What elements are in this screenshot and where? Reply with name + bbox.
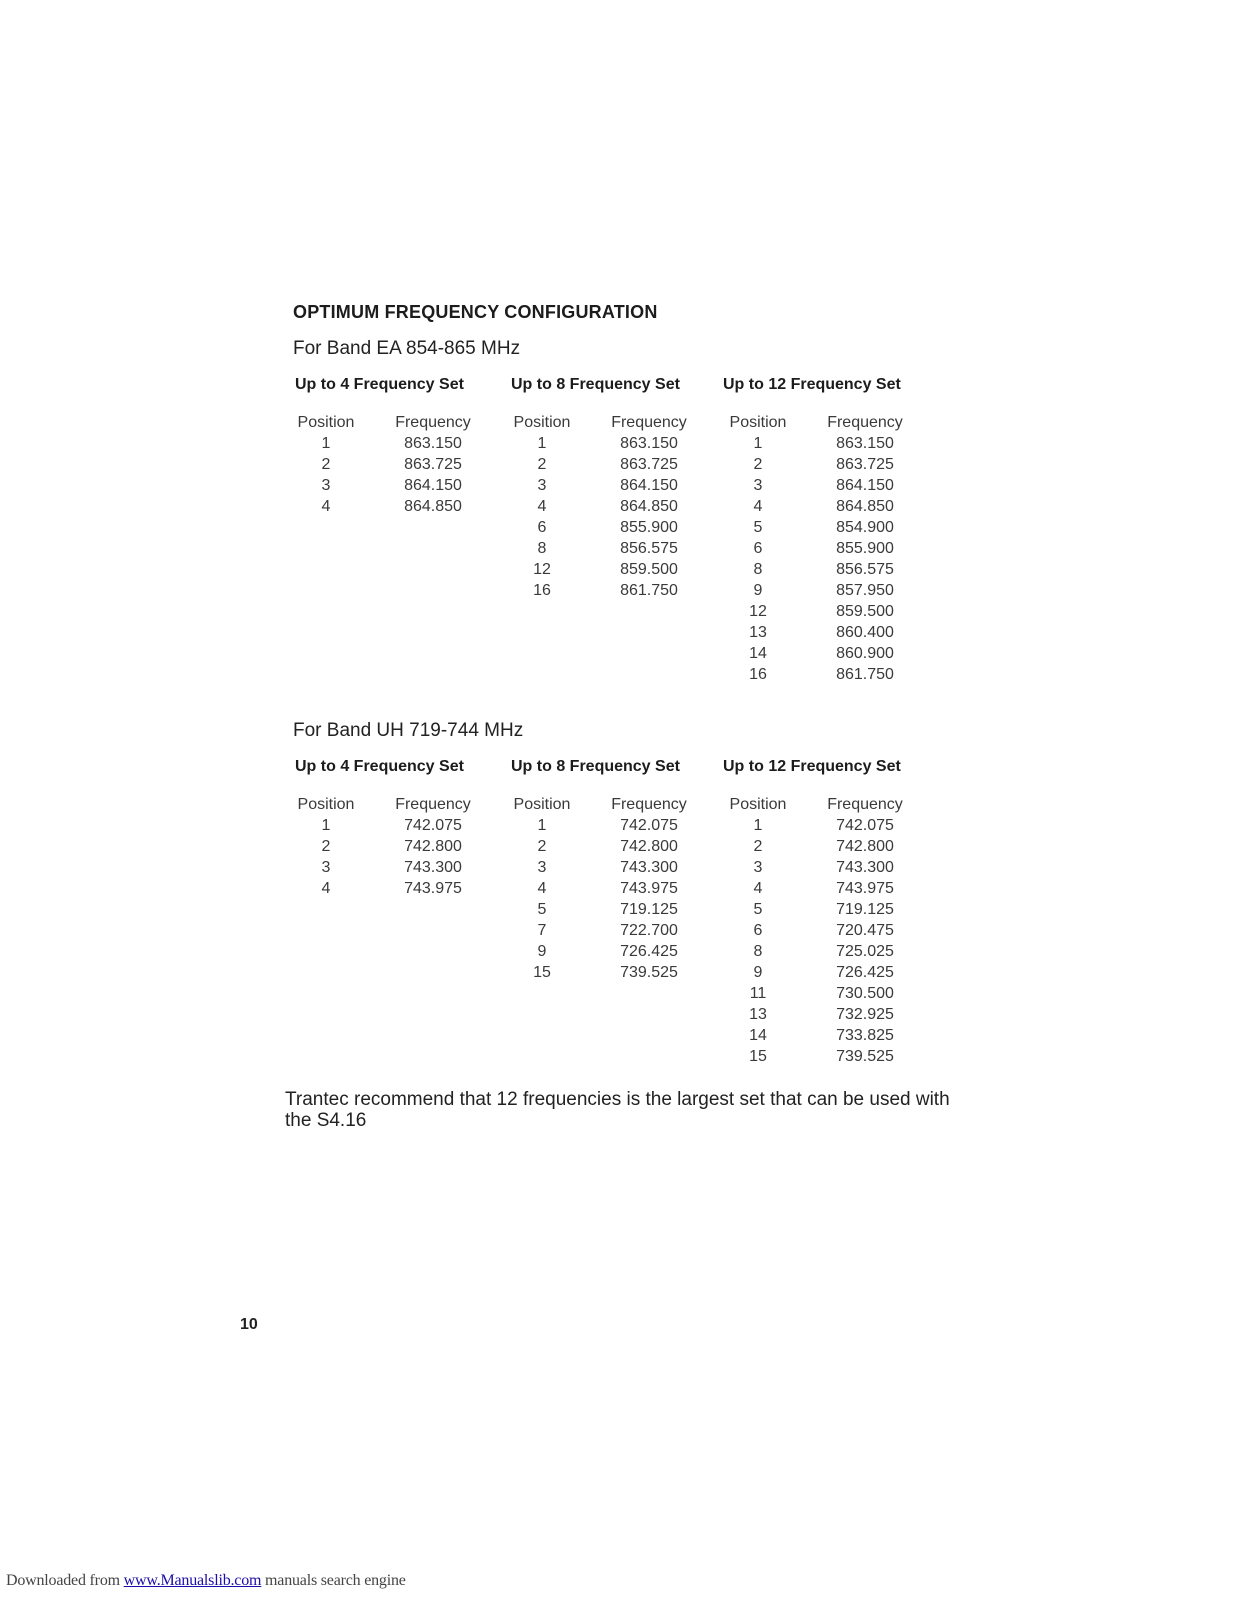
position-header: Position: [513, 796, 571, 813]
position-cell: 6: [537, 519, 547, 536]
frequency-cell: 742.075: [836, 817, 894, 834]
position-cell: 2: [321, 456, 331, 473]
position-cell: 9: [537, 943, 547, 960]
frequency-cell: 863.725: [620, 456, 678, 473]
frequency-cell: 864.850: [620, 498, 678, 515]
band-uh-set8-position-column: [499, 794, 585, 983]
band-ea-set12-heading: Up to 12 Frequency Set: [723, 376, 901, 393]
position-header: Position: [729, 414, 787, 431]
position-cell: 2: [753, 838, 763, 855]
band-ea-set4-frequency-column: [390, 412, 476, 517]
band-ea-set4-position-column: [283, 412, 369, 517]
band-uh-set8-frequency-column: [606, 794, 692, 983]
frequency-cell: 864.150: [404, 477, 462, 494]
frequency-cell: 863.725: [404, 456, 462, 473]
frequency-cell: 733.825: [836, 1027, 894, 1044]
frequency-cell: 864.150: [620, 477, 678, 494]
frequency-header: Frequency: [395, 414, 471, 431]
position-cell: 4: [753, 880, 763, 897]
frequency-cell: 857.950: [836, 582, 894, 599]
position-cell: 9: [753, 582, 763, 599]
frequency-cell: 860.900: [836, 645, 894, 662]
frequency-cell: 742.800: [620, 838, 678, 855]
frequency-cell: 861.750: [620, 582, 678, 599]
frequency-cell: 855.900: [620, 519, 678, 536]
frequency-cell: 730.500: [836, 985, 894, 1002]
frequency-cell: 726.425: [836, 964, 894, 981]
position-cell: 8: [753, 943, 763, 960]
position-header: Position: [729, 796, 787, 813]
position-cell: 15: [533, 964, 551, 981]
position-header: Position: [297, 414, 355, 431]
position-cell: 4: [321, 498, 331, 515]
frequency-cell: 732.925: [836, 1006, 894, 1023]
frequency-cell: 743.975: [836, 880, 894, 897]
position-cell: 4: [537, 498, 547, 515]
frequency-cell: 743.300: [836, 859, 894, 876]
band-uh-set12-position-column: [715, 794, 801, 1067]
frequency-cell: 859.500: [620, 561, 678, 578]
position-cell: 8: [537, 540, 547, 557]
position-cell: 12: [749, 603, 767, 620]
band-ea-set8-heading: Up to 8 Frequency Set: [511, 376, 680, 393]
position-cell: 12: [533, 561, 551, 578]
position-cell: 1: [753, 435, 763, 452]
frequency-cell: 726.425: [620, 943, 678, 960]
frequency-cell: 742.800: [836, 838, 894, 855]
position-cell: 3: [321, 859, 331, 876]
position-cell: 1: [537, 435, 547, 452]
frequency-cell: 855.900: [836, 540, 894, 557]
band-uh-set12-frequency-column: [822, 794, 908, 1067]
position-cell: 3: [537, 477, 547, 494]
frequency-header: Frequency: [827, 414, 903, 431]
page-title: OPTIMUM FREQUENCY CONFIGURATION: [293, 302, 658, 322]
position-cell: 5: [753, 519, 763, 536]
band-uh-set4-position-column: [283, 794, 369, 899]
download-footer: [6, 1572, 406, 1590]
position-cell: 13: [749, 624, 767, 641]
position-cell: 1: [321, 817, 331, 834]
frequency-cell: 743.300: [404, 859, 462, 876]
position-cell: 9: [753, 964, 763, 981]
band-uh-set4-heading: Up to 4 Frequency Set: [295, 758, 464, 775]
frequency-cell: 860.400: [836, 624, 894, 641]
frequency-header: Frequency: [611, 414, 687, 431]
frequency-cell: 859.500: [836, 603, 894, 620]
position-cell: 4: [321, 880, 331, 897]
frequency-cell: 864.850: [404, 498, 462, 515]
position-cell: 15: [749, 1048, 767, 1065]
position-cell: 14: [749, 645, 767, 662]
frequency-cell: 863.150: [404, 435, 462, 452]
position-cell: 4: [537, 880, 547, 897]
position-header: Position: [297, 796, 355, 813]
frequency-header: Frequency: [827, 796, 903, 813]
position-cell: 6: [753, 922, 763, 939]
position-cell: 2: [321, 838, 331, 855]
frequency-cell: 739.525: [836, 1048, 894, 1065]
position-cell: 16: [533, 582, 551, 599]
frequency-cell: 863.150: [836, 435, 894, 452]
position-cell: 2: [753, 456, 763, 473]
frequency-cell: 743.975: [620, 880, 678, 897]
recommendation-note: Trantec recommend that 12 frequencies is the largest set that can be used with the S4.16: [285, 1089, 950, 1131]
frequency-cell: 743.300: [620, 859, 678, 876]
position-cell: 3: [753, 477, 763, 494]
position-cell: 3: [537, 859, 547, 876]
frequency-cell: 742.075: [620, 817, 678, 834]
position-cell: 8: [753, 561, 763, 578]
band-ea-heading: For Band EA 854-865 MHz: [293, 338, 521, 359]
position-cell: 14: [749, 1027, 767, 1044]
frequency-cell: 856.575: [620, 540, 678, 557]
frequency-cell: 739.525: [620, 964, 678, 981]
frequency-cell: 719.125: [836, 901, 894, 918]
position-cell: 7: [537, 922, 547, 939]
frequency-header: Frequency: [611, 796, 687, 813]
frequency-cell: 719.125: [620, 901, 678, 918]
frequency-cell: 863.725: [836, 456, 894, 473]
frequency-cell: 856.575: [836, 561, 894, 578]
frequency-cell: 864.150: [836, 477, 894, 494]
page-number: 10: [240, 1316, 258, 1333]
position-cell: 13: [749, 1006, 767, 1023]
band-ea-set12-position-column: [715, 412, 801, 685]
frequency-cell: 725.025: [836, 943, 894, 960]
position-cell: 6: [753, 540, 763, 557]
band-uh-set4-frequency-column: [390, 794, 476, 899]
position-cell: 2: [537, 456, 547, 473]
frequency-cell: 743.975: [404, 880, 462, 897]
position-cell: 1: [753, 817, 763, 834]
frequency-cell: 742.800: [404, 838, 462, 855]
frequency-cell: 720.475: [836, 922, 894, 939]
position-cell: 4: [753, 498, 763, 515]
band-ea-set4-heading: Up to 4 Frequency Set: [295, 376, 464, 393]
position-cell: 16: [749, 666, 767, 683]
position-header: Position: [513, 414, 571, 431]
frequency-cell: 722.700: [620, 922, 678, 939]
position-cell: 2: [537, 838, 547, 855]
position-cell: 11: [749, 985, 767, 1002]
footer-prefix: Downloaded from: [6, 1572, 124, 1589]
band-uh-set8-heading: Up to 8 Frequency Set: [511, 758, 680, 775]
position-cell: 1: [537, 817, 547, 834]
position-cell: 1: [321, 435, 331, 452]
frequency-cell: 863.150: [620, 435, 678, 452]
footer-suffix: manuals search engine: [261, 1572, 406, 1589]
band-uh-set12-heading: Up to 12 Frequency Set: [723, 758, 901, 775]
position-cell: 3: [753, 859, 763, 876]
frequency-cell: 742.075: [404, 817, 462, 834]
position-cell: 5: [753, 901, 763, 918]
frequency-cell: 861.750: [836, 666, 894, 683]
position-cell: 3: [321, 477, 331, 494]
frequency-cell: 864.850: [836, 498, 894, 515]
band-ea-set8-frequency-column: [606, 412, 692, 601]
band-ea-set12-frequency-column: [822, 412, 908, 685]
manualslib-link[interactable]: www.Manualslib.com: [123, 1572, 262, 1589]
frequency-header: Frequency: [395, 796, 471, 813]
band-uh-heading: For Band UH 719-744 MHz: [293, 720, 524, 741]
band-ea-set8-position-column: [499, 412, 585, 601]
position-cell: 5: [537, 901, 547, 918]
frequency-cell: 854.900: [836, 519, 894, 536]
